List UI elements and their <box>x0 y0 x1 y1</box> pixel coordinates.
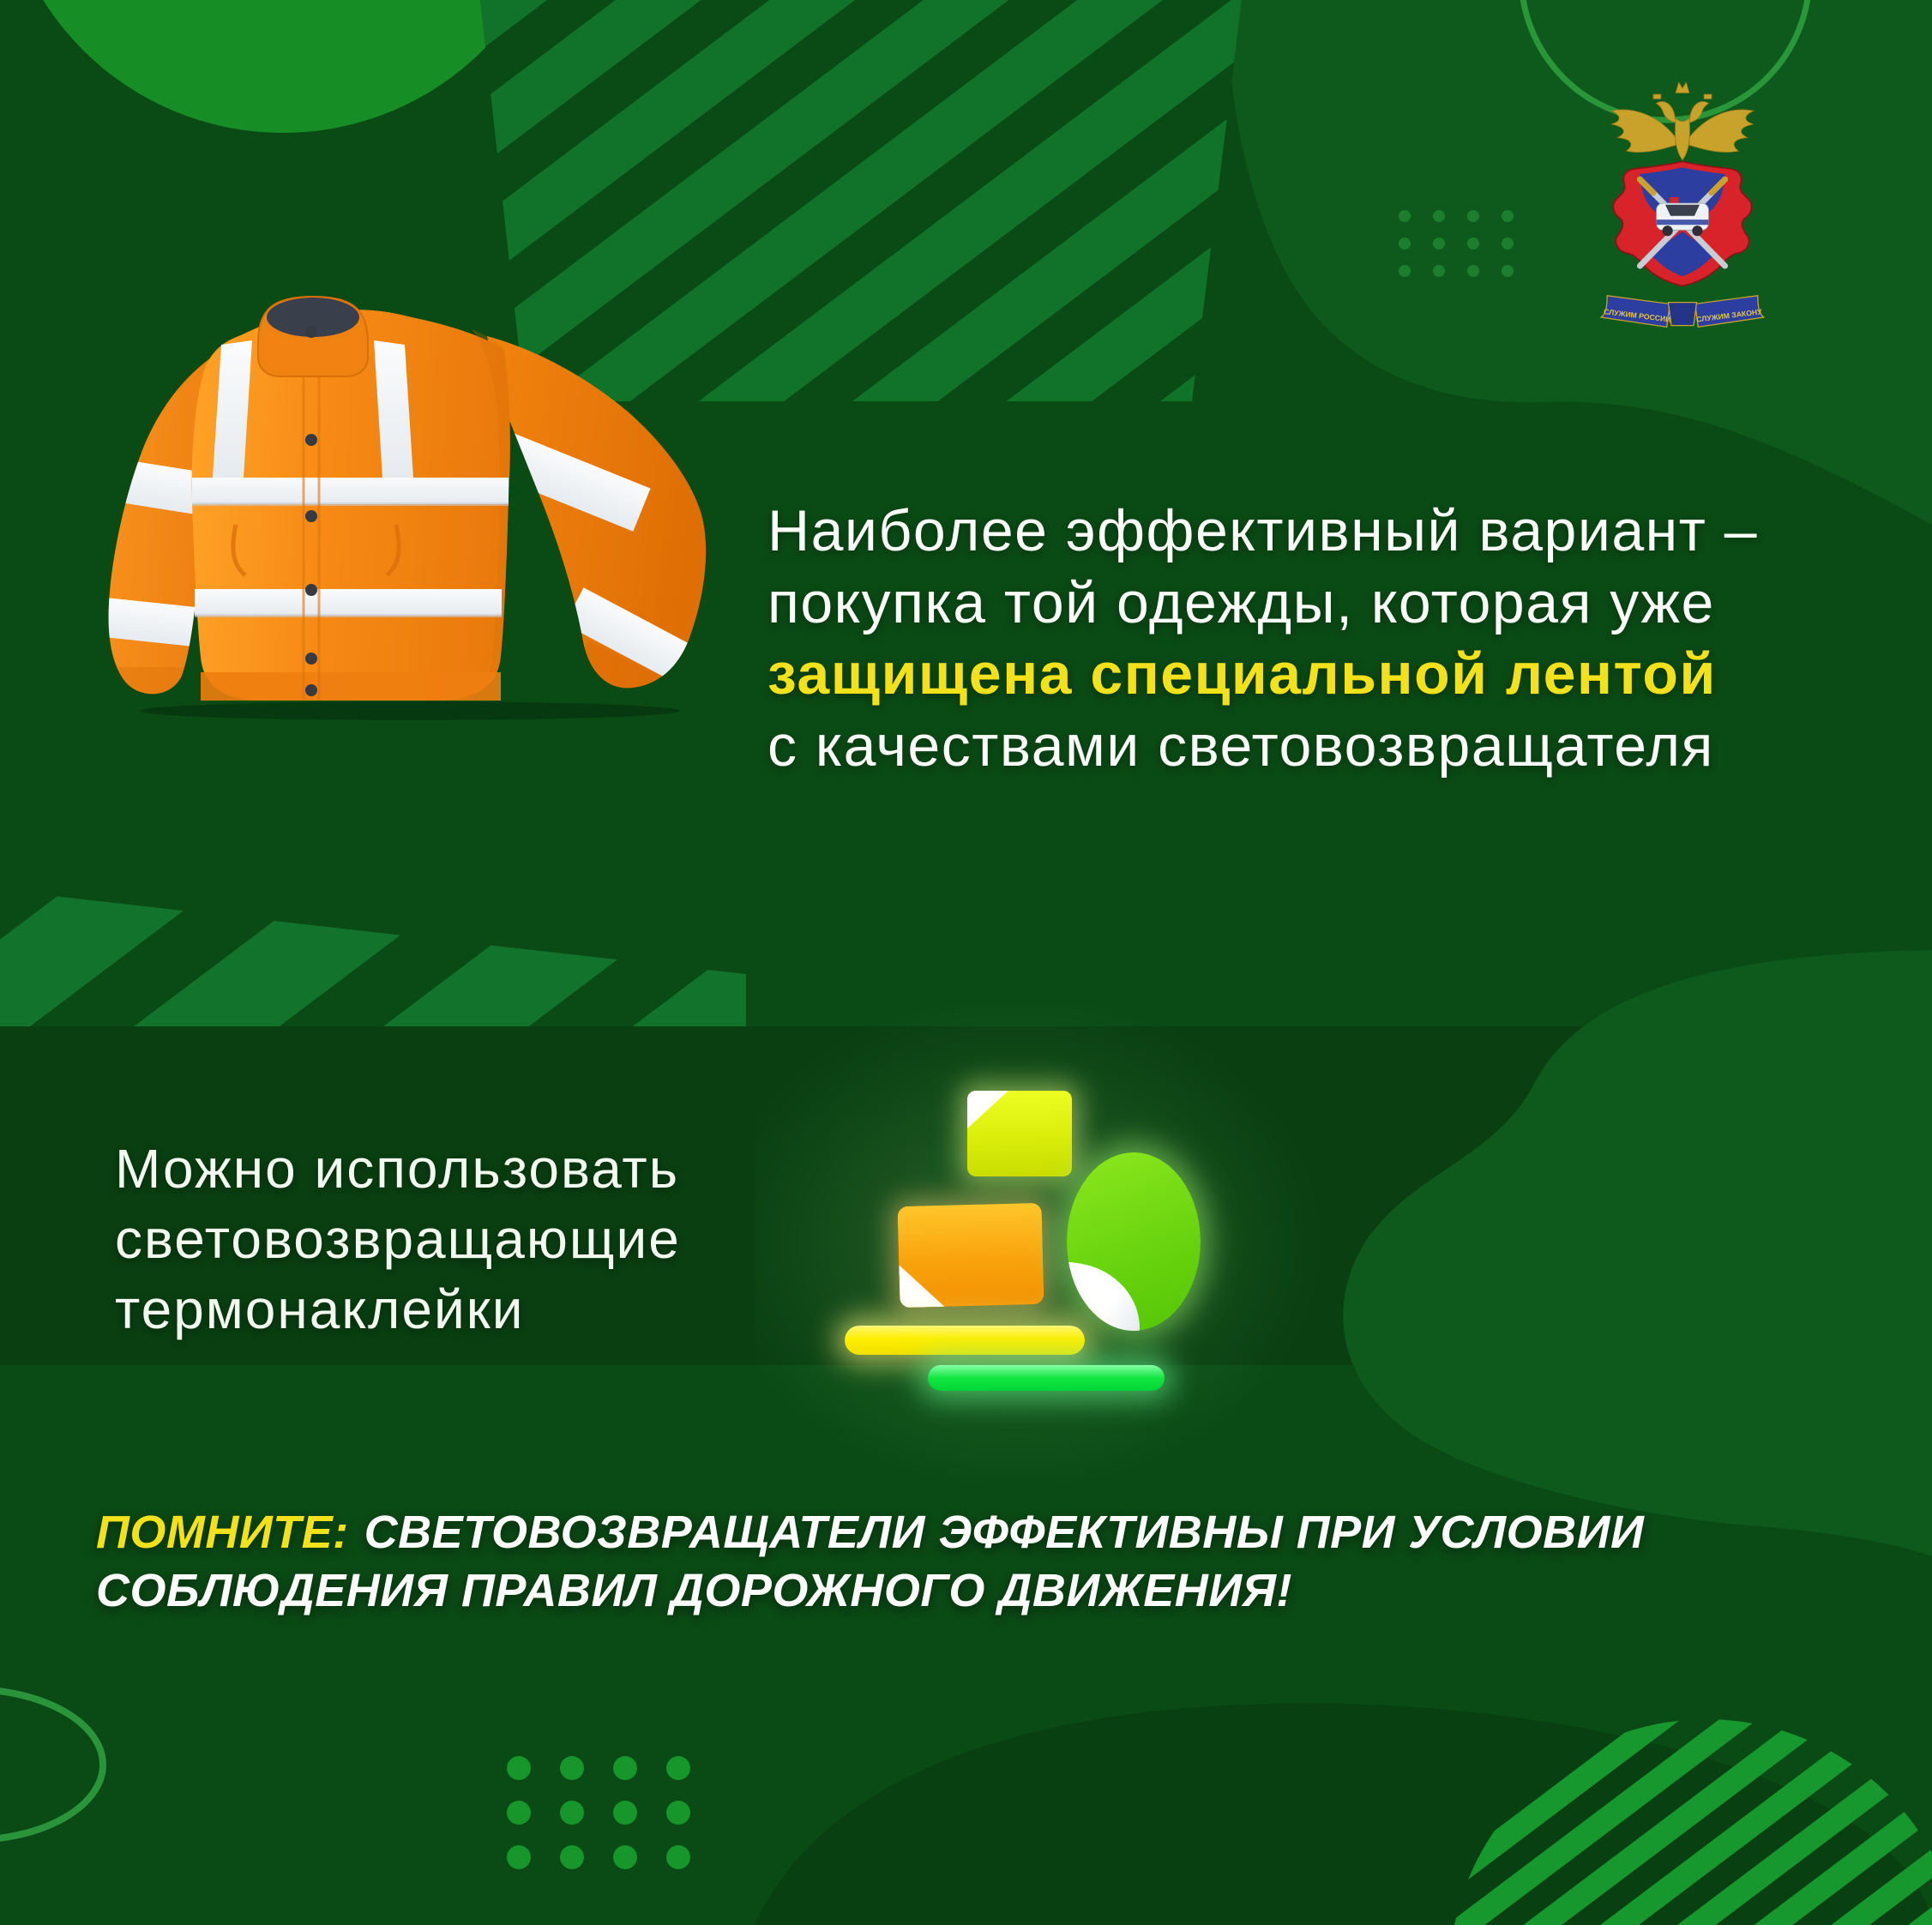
eagle-body <box>1676 118 1690 160</box>
note-line-2: световозвращающие <box>115 1208 681 1270</box>
sticker-fold-corner <box>899 1264 944 1308</box>
footer-line-1 <box>96 1503 1854 1561</box>
eagle-crown <box>1676 82 1689 93</box>
mvd-emblem <box>1597 62 1768 345</box>
eagle-head-right <box>1689 101 1709 123</box>
reflective-stripe-chest <box>192 478 509 504</box>
sticker-fold-corner <box>967 1091 1008 1128</box>
jacket-shadow <box>140 701 680 720</box>
sticker-rect-orange-icon <box>897 1203 1044 1308</box>
footer-line-1-rest: СВЕТОВОЗВРАЩАТЕЛИ ЭФФЕКТИВНЫ ПРИ УСЛОВИИ <box>364 1507 1645 1558</box>
sticker-circle-lime-icon <box>1067 1152 1201 1331</box>
hero-text <box>767 496 1932 782</box>
sticker-bar-green-icon <box>928 1365 1165 1391</box>
collar-button <box>305 326 317 338</box>
ribbon-text-left: СЛУЖИМ РОССИИ <box>1603 307 1672 324</box>
jacket-right-sleeve <box>487 336 706 720</box>
hero-line-4: с качествами световозвращателя <box>767 713 1714 779</box>
double-eagle <box>1611 82 1753 159</box>
emblem-ribbon <box>1601 296 1764 328</box>
ribbon-text-right: СЛУЖИМ ЗАКОНУ <box>1695 307 1763 324</box>
hem-band <box>201 672 501 701</box>
sticker-peel-curl <box>1067 1260 1147 1331</box>
eagle-head-left <box>1657 101 1676 123</box>
reflective-stripe-hem <box>195 589 502 616</box>
note-line-1: Можно использовать <box>115 1138 680 1200</box>
thermo-note-text <box>115 1134 887 1344</box>
hero-line-2: покупка той одежды, которая уже <box>767 569 1715 635</box>
hero-line-3-highlight: защищена специальной лентой <box>767 641 1717 707</box>
jacket-collar <box>258 297 368 376</box>
footer-highlight: ПОМНИТЕ: <box>96 1507 349 1558</box>
note-line-3: термонаклейки <box>115 1278 525 1340</box>
sticker-rect-small-icon <box>967 1091 1072 1176</box>
hi-vis-jacket-illustration <box>103 292 712 720</box>
emblem-shield <box>1613 161 1751 286</box>
police-car <box>1657 197 1709 236</box>
footer-line-2: СОБЛЮДЕНИЯ ПРАВИЛ ДОРОЖНОГО ДВИЖЕНИЯ! <box>96 1565 1292 1616</box>
footer-warning <box>96 1503 1854 1620</box>
hero-line-1: Наиболее эффективный вариант – <box>767 498 1759 563</box>
